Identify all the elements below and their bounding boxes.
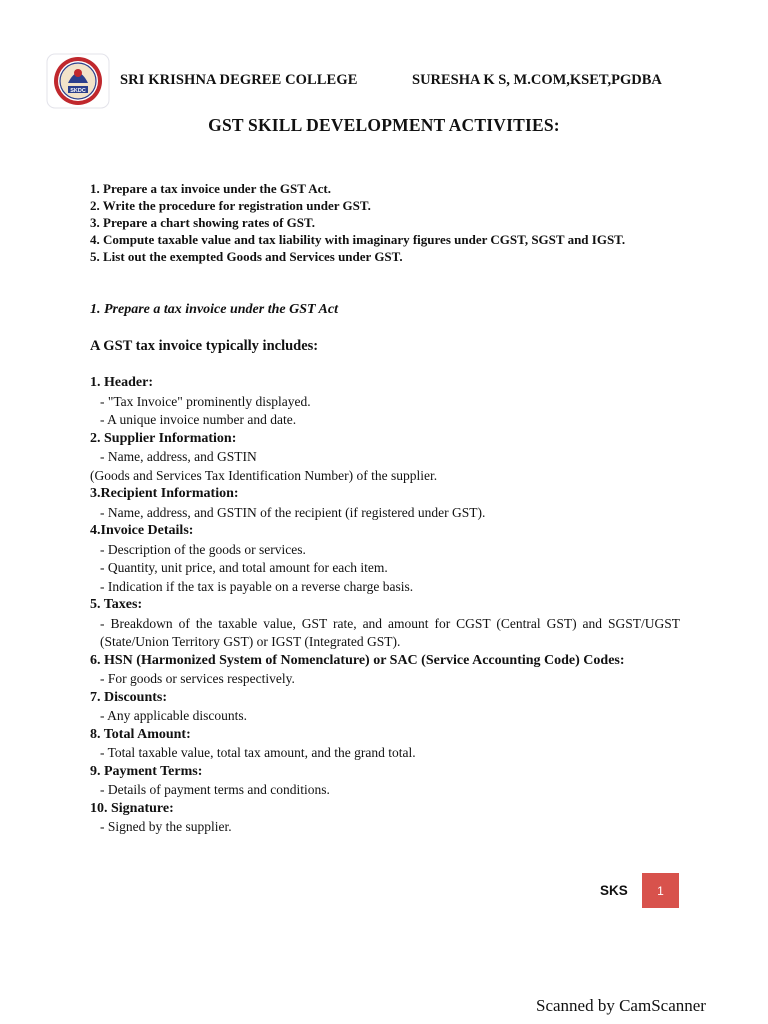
page-number-badge: 1 [642, 873, 679, 908]
component-line: - Indication if the tax is payable on a reverse charge basis. [100, 578, 414, 594]
invoice-components [90, 374, 680, 837]
author-name: SURESHA K S, M.COM,KSET,PGDBA [412, 72, 662, 88]
component-total-amount [90, 726, 680, 763]
component-header [90, 374, 680, 430]
component-line: - Name, address, and GSTIN of the recipient (if registered under GST). [100, 504, 486, 520]
intro-text: A GST tax invoice typically includes: [90, 338, 319, 354]
component-heading: 1. Header: [90, 375, 153, 390]
component-heading: 8. Total Amount: [90, 726, 191, 742]
component-line: - "Tax Invoice" prominently displayed. [100, 393, 311, 409]
component-line: - Breakdown of the taxable value, GST rate, and amount for CGST (Central GST) and SGST/UGST (State/Union Territory GST) or IGST (Integrated GST). [100, 615, 680, 649]
component-heading: 7. Discounts: [90, 689, 168, 705]
component-line: - Any applicable discounts. [100, 708, 247, 723]
list-item: 3. Prepare a chart showing rates of GST. [90, 215, 315, 230]
component-heading: 4.Invoice Details: [90, 523, 194, 538]
activity-list [90, 180, 710, 265]
component-heading: 10. Signature: [90, 800, 174, 816]
component-taxes [90, 596, 680, 652]
list-item: 2. Write the procedure for registration under GST. [90, 198, 371, 213]
svg-text:SKDC: SKDC [70, 88, 86, 94]
component-signature [90, 800, 680, 837]
component-invoice-details [90, 522, 680, 596]
component-line: - Details of payment terms and conditions. [100, 782, 330, 797]
footer-initials: SKS [600, 883, 628, 898]
component-line: - For goods or services respectively. [100, 671, 295, 686]
list-item: 1. Prepare a tax invoice under the GST Act. [90, 181, 331, 196]
component-supplier [90, 430, 680, 486]
component-line: (Goods and Services Tax Identification Number) of the supplier. [90, 467, 438, 483]
component-heading: 6. HSN (Harmonized System of Nomenclature) or SAC (Service Accounting Code) Codes: [90, 652, 625, 668]
section-title: 1. Prepare a tax invoice under the GST Act [90, 302, 338, 317]
component-heading: 2. Supplier Information: [90, 430, 237, 446]
college-name: SRI KRISHNA DEGREE COLLEGE [120, 72, 358, 88]
component-line: - Signed by the supplier. [100, 819, 232, 834]
component-line: - Total taxable value, total tax amount, and the grand total. [100, 745, 416, 760]
component-hsn-sac [90, 652, 680, 689]
component-line: - Quantity, unit price, and total amount for each item. [100, 560, 388, 575]
college-seal-icon [46, 53, 110, 109]
document-title: GST SKILL DEVELOPMENT ACTIVITIES: [208, 115, 560, 135]
component-heading: 9. Payment Terms: [90, 763, 203, 779]
component-recipient [90, 485, 680, 522]
component-line: - Description of the goods or services. [100, 541, 306, 557]
component-line: - Name, address, and GSTIN [100, 449, 257, 464]
component-heading: 3.Recipient Information: [90, 486, 239, 501]
scanner-watermark: Scanned by CamScanner [536, 996, 706, 1015]
list-item: 4. Compute taxable value and tax liability with imaginary figures under CGST, SGST and IGST. [90, 232, 626, 247]
college-logo [46, 53, 110, 109]
component-heading: 5. Taxes: [90, 597, 143, 612]
component-line: - A unique invoice number and date. [100, 412, 297, 427]
component-discounts [90, 689, 680, 726]
list-item: 5. List out the exempted Goods and Services under GST. [90, 249, 403, 264]
component-payment-terms [90, 763, 680, 800]
